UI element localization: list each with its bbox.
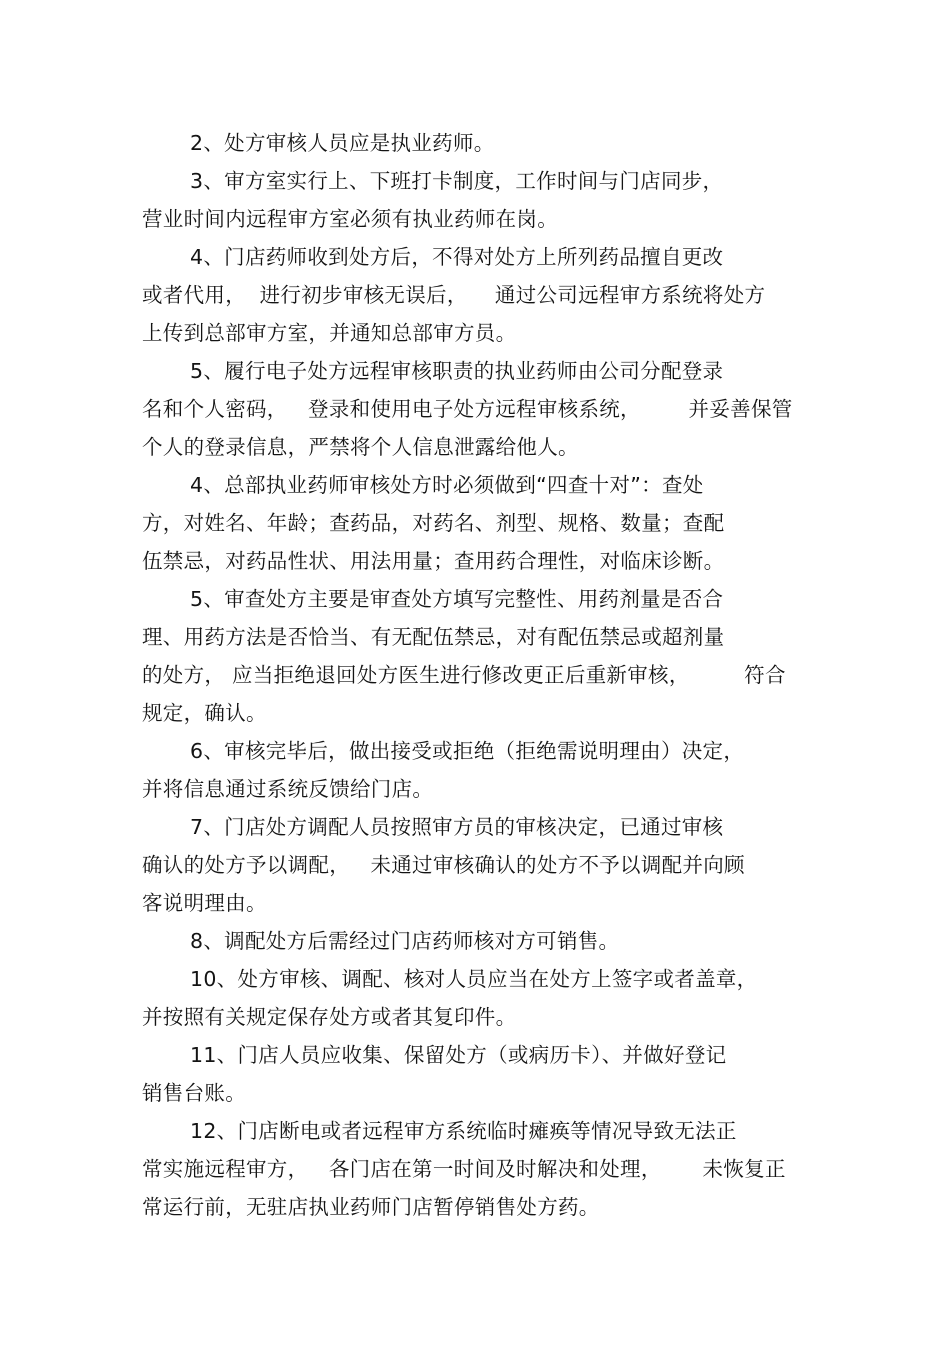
- para-11-line-1: 11、门店人员应收集、保留处方（或病历卡）、并做好登记: [190, 1043, 727, 1067]
- para-5-line-1: 5、履行电子处方远程审核职责的执业药师由公司分配登录: [190, 359, 724, 383]
- para-7-line-3: 客说明理由。: [142, 891, 267, 915]
- para-4-line-1: 4、门店药师收到处方后，不得对处方上所列药品擅自更改: [190, 245, 724, 269]
- para-12-line-3: 常运行前，无驻店执业药师门店暂停销售处方药。: [142, 1195, 600, 1219]
- para-5b-line-4: 规定，确认。: [142, 701, 267, 725]
- para-3-line-1: 3、审方室实行上、下班打卡制度，工作时间与门店同步，: [190, 169, 724, 193]
- para-10-line-2: 并按照有关规定保存处方或者其复印件。: [142, 1005, 517, 1029]
- para-12-line-1: 12、门店断电或者远程审方系统临时瘫痪等情况导致无法正: [190, 1119, 737, 1143]
- para-12-line-2: 常实施远程审方， 各门店在第一时间及时解决和处理， 未恢复正: [142, 1157, 786, 1181]
- para-10-line-1: 10、处方审核、调配、核对人员应当在处方上签字或者盖章，: [190, 967, 758, 991]
- para-5b-line-1: 5、审查处方主要是审查处方填写完整性、用药剂量是否合: [190, 587, 724, 611]
- para-7-line-1: 7、门店处方调配人员按照审方员的审核决定，已通过审核: [190, 815, 724, 839]
- para-2-line-1: 2、处方审核人员应是执业药师。: [190, 131, 495, 155]
- para-5-line-2: 名和个人密码， 登录和使用电子处方远程审核系统， 并妥善保管: [142, 397, 793, 421]
- para-11-line-2: 销售台账。: [142, 1081, 246, 1105]
- para-4-line-3: 上传到总部审方室，并通知总部审方员。: [142, 321, 517, 345]
- para-5-line-3: 个人的登录信息，严禁将个人信息泄露给他人。: [142, 435, 579, 459]
- para-6-line-1: 6、审核完毕后，做出接受或拒绝（拒绝需说明理由）决定，: [190, 739, 745, 763]
- para-5b-line-2: 理、用药方法是否恰当、有无配伍禁忌，对有配伍禁忌或超剂量: [142, 625, 725, 649]
- para-7-line-2: 确认的处方予以调配， 未通过审核确认的处方不予以调配并向顾: [142, 853, 745, 877]
- para-4b-line-1: 4、总部执业药师审核处方时必须做到“四查十对”：查处: [190, 473, 704, 497]
- para-3-line-2: 营业时间内远程审方室必须有执业药师在岗。: [142, 207, 558, 231]
- para-6-line-2: 并将信息通过系统反馈给门店。: [142, 777, 434, 801]
- para-4-line-2: 或者代用， 进行初步审核无误后， 通过公司远程审方系统将处方: [142, 283, 766, 307]
- para-4b-line-2: 方，对姓名、年龄；查药品，对药名、剂型、规格、数量；查配: [142, 511, 725, 535]
- para-5b-line-3: 的处方， 应当拒绝退回处方医生进行修改更正后重新审核， 符合: [142, 663, 786, 687]
- para-4b-line-3: 伍禁忌，对药品性状、用法用量；查用药合理性，对临床诊断。: [142, 549, 725, 573]
- para-8-line-1: 8、调配处方后需经过门店药师核对方可销售。: [190, 929, 620, 953]
